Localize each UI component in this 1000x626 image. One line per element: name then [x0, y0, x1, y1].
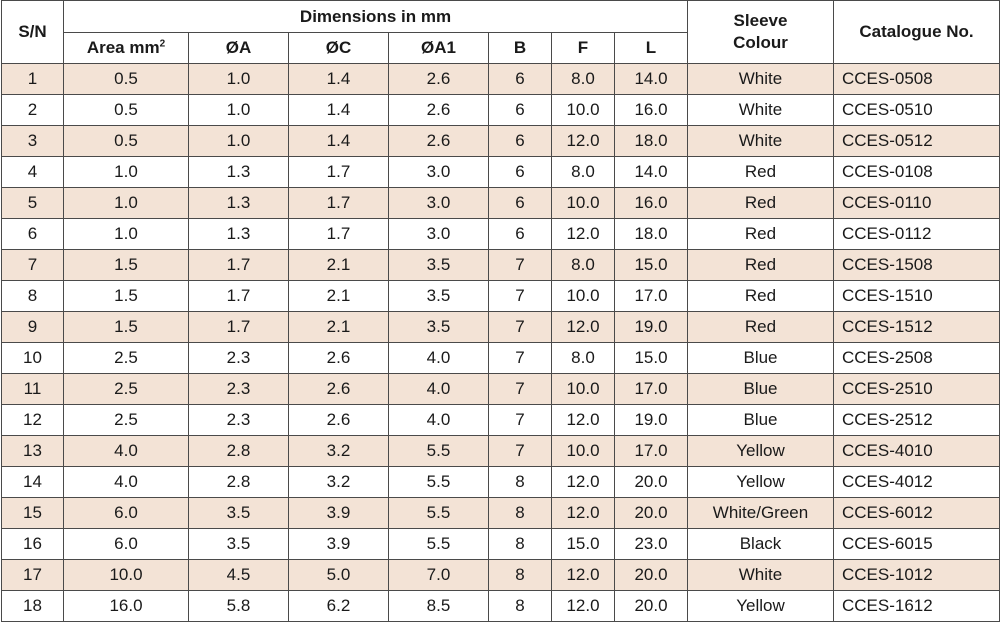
cell-dia-c: 6.2: [289, 591, 389, 622]
cell-dia-a: 2.3: [189, 343, 289, 374]
cell-f: 8.0: [552, 250, 615, 281]
cell-area: 4.0: [64, 467, 189, 498]
cell-sleeve-colour: Red: [688, 157, 834, 188]
cell-sn: 5: [2, 188, 64, 219]
cell-catalogue-no: CCES-4010: [834, 436, 1000, 467]
cell-area: 2.5: [64, 374, 189, 405]
cell-area: 0.5: [64, 64, 189, 95]
cell-l: 17.0: [615, 436, 688, 467]
cell-dia-c: 1.4: [289, 126, 389, 157]
cell-dia-c: 1.7: [289, 188, 389, 219]
cell-catalogue-no: CCES-6012: [834, 498, 1000, 529]
cell-area: 1.5: [64, 312, 189, 343]
cell-sn: 3: [2, 126, 64, 157]
header-sleeve-line2: Colour: [733, 33, 788, 52]
cell-area: 2.5: [64, 405, 189, 436]
table-row: [2, 219, 1000, 250]
header-sleeve-colour: [688, 1, 834, 64]
cell-sn: 13: [2, 436, 64, 467]
table-row: [2, 436, 1000, 467]
cell-b: 8: [489, 591, 552, 622]
cell-area: 6.0: [64, 498, 189, 529]
cell-b: 8: [489, 498, 552, 529]
cell-area: 4.0: [64, 436, 189, 467]
cell-l: 15.0: [615, 250, 688, 281]
cell-sn: 2: [2, 95, 64, 126]
table-row: [2, 64, 1000, 95]
cell-dia-c: 2.1: [289, 312, 389, 343]
cell-sleeve-colour: Black: [688, 529, 834, 560]
cell-dia-c: 1.4: [289, 64, 389, 95]
cell-dia-a: 5.8: [189, 591, 289, 622]
header-b: B: [489, 33, 552, 64]
cell-l: 18.0: [615, 219, 688, 250]
cell-l: 17.0: [615, 281, 688, 312]
cell-dia-a1: 3.0: [389, 188, 489, 219]
header-dimensions-group: Dimensions in mm: [64, 1, 688, 33]
cell-f: 12.0: [552, 498, 615, 529]
cell-dia-a1: 3.5: [389, 281, 489, 312]
cell-l: 16.0: [615, 95, 688, 126]
cell-f: 12.0: [552, 591, 615, 622]
cell-dia-c: 2.6: [289, 405, 389, 436]
cell-area: 2.5: [64, 343, 189, 374]
table-body: [2, 64, 1000, 622]
cell-l: 20.0: [615, 498, 688, 529]
cell-dia-a1: 3.5: [389, 312, 489, 343]
cell-l: 14.0: [615, 64, 688, 95]
cell-sn: 1: [2, 64, 64, 95]
cell-sn: 11: [2, 374, 64, 405]
table-row: [2, 591, 1000, 622]
cell-sn: 8: [2, 281, 64, 312]
cell-dia-a: 1.3: [189, 219, 289, 250]
cell-b: 6: [489, 64, 552, 95]
cell-dia-a1: 5.5: [389, 529, 489, 560]
header-catalogue-no: Catalogue No.: [834, 1, 1000, 64]
cell-l: 20.0: [615, 467, 688, 498]
cell-l: 15.0: [615, 343, 688, 374]
cell-f: 12.0: [552, 467, 615, 498]
cell-sn: 14: [2, 467, 64, 498]
cell-b: 8: [489, 467, 552, 498]
cell-f: 12.0: [552, 126, 615, 157]
cell-catalogue-no: CCES-1012: [834, 560, 1000, 591]
cell-catalogue-no: CCES-0112: [834, 219, 1000, 250]
cell-l: 17.0: [615, 374, 688, 405]
header-dia-c: ØC: [289, 33, 389, 64]
cell-dia-a: 2.8: [189, 467, 289, 498]
cell-area: 16.0: [64, 591, 189, 622]
cell-b: 8: [489, 560, 552, 591]
cell-dia-a: 2.3: [189, 405, 289, 436]
cell-dia-a1: 7.0: [389, 560, 489, 591]
cell-sleeve-colour: Yellow: [688, 467, 834, 498]
cell-sleeve-colour: White: [688, 126, 834, 157]
cell-area: 0.5: [64, 95, 189, 126]
cell-b: 7: [489, 281, 552, 312]
cell-catalogue-no: CCES-1508: [834, 250, 1000, 281]
cell-dia-a: 1.0: [189, 95, 289, 126]
cell-l: 19.0: [615, 405, 688, 436]
cell-catalogue-no: CCES-1510: [834, 281, 1000, 312]
cell-sleeve-colour: White: [688, 64, 834, 95]
cell-dia-c: 3.2: [289, 436, 389, 467]
cell-dia-a: 3.5: [189, 498, 289, 529]
cell-f: 10.0: [552, 436, 615, 467]
table-row: [2, 188, 1000, 219]
cell-f: 8.0: [552, 343, 615, 374]
cell-f: 12.0: [552, 560, 615, 591]
cell-sleeve-colour: White/Green: [688, 498, 834, 529]
cell-dia-c: 3.2: [289, 467, 389, 498]
cell-sn: 17: [2, 560, 64, 591]
cell-sleeve-colour: White: [688, 95, 834, 126]
table-row: [2, 467, 1000, 498]
cell-dia-a1: 4.0: [389, 374, 489, 405]
cell-sn: 12: [2, 405, 64, 436]
cell-area: 10.0: [64, 560, 189, 591]
cell-dia-c: 2.1: [289, 250, 389, 281]
cell-catalogue-no: CCES-2512: [834, 405, 1000, 436]
cell-dia-a: 1.0: [189, 64, 289, 95]
cell-dia-a: 1.7: [189, 250, 289, 281]
cell-dia-c: 5.0: [289, 560, 389, 591]
cell-sn: 6: [2, 219, 64, 250]
cell-sn: 4: [2, 157, 64, 188]
cell-sn: 15: [2, 498, 64, 529]
table-row: [2, 312, 1000, 343]
cell-f: 10.0: [552, 95, 615, 126]
cell-dia-c: 3.9: [289, 529, 389, 560]
cell-b: 6: [489, 188, 552, 219]
cell-catalogue-no: CCES-0108: [834, 157, 1000, 188]
cell-f: 8.0: [552, 157, 615, 188]
header-sn: S/N: [2, 1, 64, 64]
cell-area: 6.0: [64, 529, 189, 560]
cell-l: 14.0: [615, 157, 688, 188]
cell-dia-a1: 3.0: [389, 157, 489, 188]
cell-dia-a1: 2.6: [389, 95, 489, 126]
cell-area: 1.0: [64, 188, 189, 219]
cell-sn: 7: [2, 250, 64, 281]
cell-catalogue-no: CCES-1612: [834, 591, 1000, 622]
table-row: [2, 529, 1000, 560]
cell-dia-a1: 3.0: [389, 219, 489, 250]
cell-f: 12.0: [552, 219, 615, 250]
cell-dia-c: 2.6: [289, 343, 389, 374]
cell-f: 10.0: [552, 188, 615, 219]
cell-catalogue-no: CCES-2508: [834, 343, 1000, 374]
cell-b: 6: [489, 157, 552, 188]
cell-area: 1.5: [64, 281, 189, 312]
cell-dia-a: 4.5: [189, 560, 289, 591]
cell-catalogue-no: CCES-4012: [834, 467, 1000, 498]
cell-dia-a: 1.0: [189, 126, 289, 157]
cell-catalogue-no: CCES-2510: [834, 374, 1000, 405]
cell-dia-a1: 2.6: [389, 64, 489, 95]
table-row: [2, 343, 1000, 374]
cell-dia-a1: 4.0: [389, 405, 489, 436]
cell-dia-c: 3.9: [289, 498, 389, 529]
specification-table: [1, 0, 1000, 622]
cell-sleeve-colour: Red: [688, 219, 834, 250]
cell-dia-a: 1.3: [189, 157, 289, 188]
table-row: [2, 250, 1000, 281]
cell-l: 16.0: [615, 188, 688, 219]
cell-dia-c: 2.6: [289, 374, 389, 405]
cell-area: 1.0: [64, 219, 189, 250]
cell-dia-a1: 3.5: [389, 250, 489, 281]
cell-b: 6: [489, 126, 552, 157]
cell-b: 7: [489, 250, 552, 281]
cell-dia-a1: 5.5: [389, 467, 489, 498]
cell-catalogue-no: CCES-0512: [834, 126, 1000, 157]
cell-b: 7: [489, 343, 552, 374]
cell-sleeve-colour: Red: [688, 188, 834, 219]
cell-sleeve-colour: Red: [688, 312, 834, 343]
cell-dia-a: 1.7: [189, 312, 289, 343]
header-dia-a1: ØA1: [389, 33, 489, 64]
table-row: [2, 126, 1000, 157]
cell-sleeve-colour: Blue: [688, 405, 834, 436]
header-area-superscript: 2: [159, 38, 166, 50]
cell-dia-a1: 2.6: [389, 126, 489, 157]
cell-l: 18.0: [615, 126, 688, 157]
cell-dia-a: 2.3: [189, 374, 289, 405]
cell-area: 1.0: [64, 157, 189, 188]
cell-dia-a: 1.7: [189, 281, 289, 312]
cell-dia-a1: 4.0: [389, 343, 489, 374]
cell-b: 7: [489, 374, 552, 405]
cell-dia-a1: 8.5: [389, 591, 489, 622]
header-area-label: Area mm: [86, 38, 160, 57]
cell-dia-a: 3.5: [189, 529, 289, 560]
cell-catalogue-no: CCES-1512: [834, 312, 1000, 343]
cell-dia-c: 1.4: [289, 95, 389, 126]
table-row: [2, 157, 1000, 188]
cell-sleeve-colour: Yellow: [688, 436, 834, 467]
cell-sn: 9: [2, 312, 64, 343]
cell-l: 20.0: [615, 591, 688, 622]
cell-catalogue-no: CCES-0110: [834, 188, 1000, 219]
cell-sn: 16: [2, 529, 64, 560]
cell-f: 15.0: [552, 529, 615, 560]
cell-dia-a1: 5.5: [389, 436, 489, 467]
cell-sleeve-colour: Red: [688, 250, 834, 281]
cell-b: 6: [489, 219, 552, 250]
cell-l: 20.0: [615, 560, 688, 591]
cell-b: 7: [489, 312, 552, 343]
table-row: [2, 498, 1000, 529]
cell-f: 12.0: [552, 312, 615, 343]
cell-sleeve-colour: Blue: [688, 374, 834, 405]
table-row: [2, 560, 1000, 591]
header-f: F: [552, 33, 615, 64]
table-row: [2, 95, 1000, 126]
cell-sleeve-colour: Yellow: [688, 591, 834, 622]
cell-b: 7: [489, 436, 552, 467]
cell-dia-c: 1.7: [289, 219, 389, 250]
cell-sleeve-colour: White: [688, 560, 834, 591]
cell-b: 8: [489, 529, 552, 560]
cell-f: 10.0: [552, 281, 615, 312]
cell-b: 6: [489, 95, 552, 126]
table-row: [2, 405, 1000, 436]
header-dia-a: ØA: [189, 33, 289, 64]
cell-dia-a1: 5.5: [389, 498, 489, 529]
cell-area: 1.5: [64, 250, 189, 281]
cell-sn: 10: [2, 343, 64, 374]
table-row: [2, 281, 1000, 312]
table-header: [2, 1, 1000, 64]
table-row: [2, 374, 1000, 405]
cell-catalogue-no: CCES-0508: [834, 64, 1000, 95]
cell-f: 10.0: [552, 374, 615, 405]
cell-catalogue-no: CCES-6015: [834, 529, 1000, 560]
cell-l: 23.0: [615, 529, 688, 560]
cell-dia-a: 1.3: [189, 188, 289, 219]
cell-b: 7: [489, 405, 552, 436]
header-sleeve-line1: Sleeve: [733, 11, 788, 30]
cell-dia-c: 1.7: [289, 157, 389, 188]
cell-catalogue-no: CCES-0510: [834, 95, 1000, 126]
cell-sleeve-colour: Blue: [688, 343, 834, 374]
cell-f: 12.0: [552, 405, 615, 436]
cell-f: 8.0: [552, 64, 615, 95]
cell-sleeve-colour: Red: [688, 281, 834, 312]
cell-dia-c: 2.1: [289, 281, 389, 312]
header-l: L: [615, 33, 688, 64]
cell-sn: 18: [2, 591, 64, 622]
cell-dia-a: 2.8: [189, 436, 289, 467]
cell-l: 19.0: [615, 312, 688, 343]
header-area: [64, 33, 189, 64]
cell-area: 0.5: [64, 126, 189, 157]
